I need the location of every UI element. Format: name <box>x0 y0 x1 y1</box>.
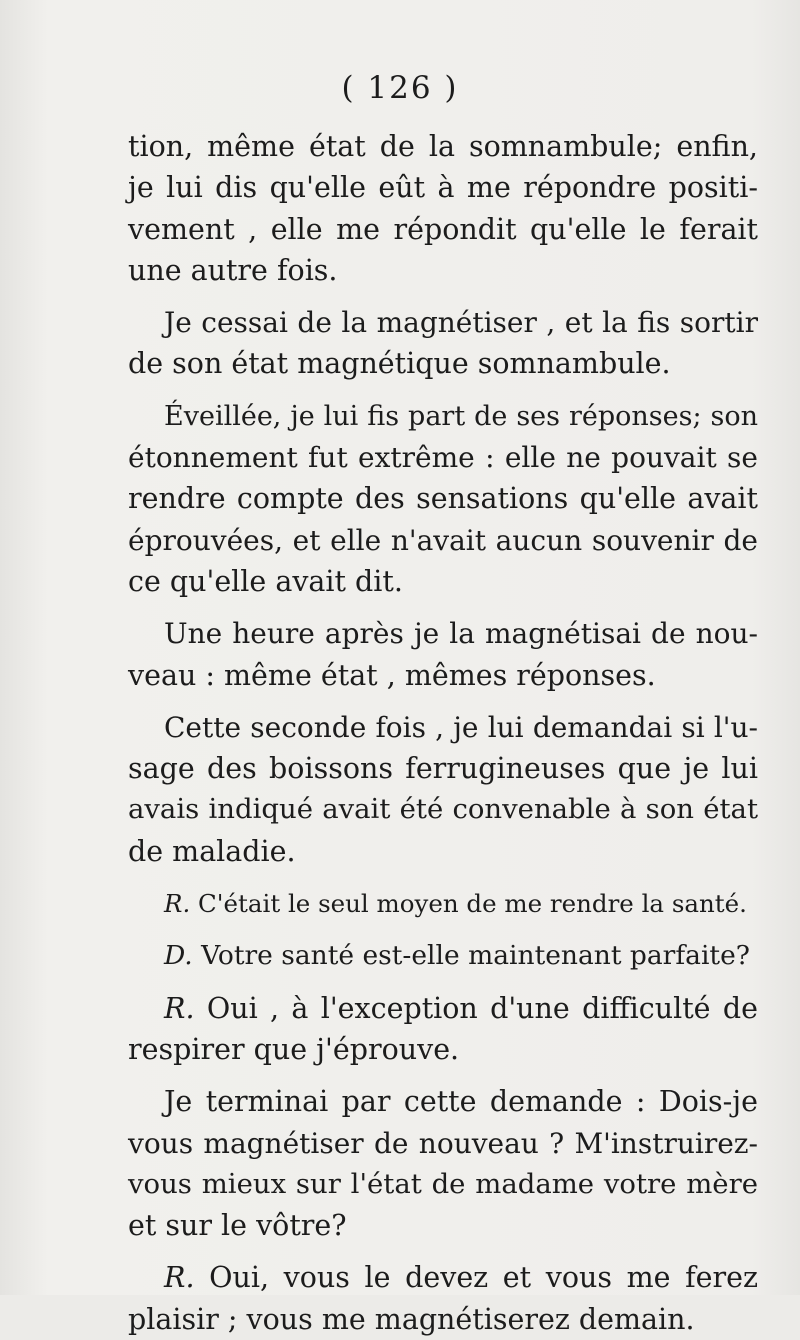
line-text: avais indiqué avait été convenable à son état <box>128 793 758 826</box>
text-line <box>128 789 758 830</box>
text-line <box>128 250 758 291</box>
text-line <box>128 935 758 976</box>
line-text: de maladie. <box>128 834 296 868</box>
line-text: tion, même état de la somnambule; enfin, <box>128 130 758 163</box>
line-text: Une heure après je la magnétisai de nou- <box>164 617 758 651</box>
paragraph-gap <box>128 602 758 613</box>
paragraph-gap <box>128 385 758 396</box>
line-text: sage des boissons ferrugineuses que je lui <box>128 752 758 786</box>
text-line <box>128 988 758 1029</box>
line-text: je lui dis qu'elle eût à me répondre positi- <box>128 171 758 205</box>
text-line <box>128 1123 758 1164</box>
paragraph-gap <box>128 696 758 707</box>
line-text: Cette seconde fois , je lui demandai si l'u- <box>164 710 758 744</box>
paragraph <box>128 302 758 385</box>
line-text: vous magnétiser de nouveau ? M'instruirez- <box>128 1126 758 1160</box>
speaker-label: R. <box>164 991 195 1025</box>
line-text: Je terminai par cette demande : Dois-je <box>164 1085 758 1119</box>
page-number: ( 126 ) <box>341 70 459 106</box>
line-text: C'était le seul moyen de me rendre la santé. <box>198 889 747 919</box>
paragraph <box>128 988 758 1071</box>
text-line <box>128 1257 758 1298</box>
paragraph-gap <box>128 1070 758 1081</box>
paragraph <box>128 126 758 291</box>
line-text: une autre fois. <box>128 253 338 287</box>
text-line <box>128 1029 758 1070</box>
text-line <box>128 1205 758 1246</box>
text-line <box>128 613 758 654</box>
speaker-label: R. <box>164 1261 195 1295</box>
paragraph <box>128 1081 758 1246</box>
speaker-label: D. <box>164 940 193 972</box>
paragraph <box>128 883 758 924</box>
text-line <box>128 343 758 384</box>
text-line <box>128 561 758 602</box>
text-line <box>128 707 758 748</box>
paragraph-gap <box>128 924 758 935</box>
line-text: veau : même état , mêmes réponses. <box>128 658 656 692</box>
text-line <box>128 883 758 924</box>
text-line <box>128 1164 758 1205</box>
paragraph-gap <box>128 977 758 988</box>
paragraph <box>128 707 758 872</box>
text-line <box>128 520 758 561</box>
text-line <box>128 1081 758 1122</box>
line-text: éprouvées, et elle n'avait aucun souvenir de <box>128 523 758 557</box>
line-text: plaisir ; vous me magnétiserez demain. <box>128 1302 695 1336</box>
text-line <box>128 655 758 696</box>
line-text: vous mieux sur l'état de madame votre mère <box>128 1167 758 1200</box>
paragraph-gap <box>128 1246 758 1257</box>
line-text: respirer que j'éprouve. <box>128 1032 460 1066</box>
line-text: étonnement fut extrême : elle ne pouvait se <box>128 441 758 475</box>
text-line <box>128 396 758 437</box>
line-text: Oui , à l'exception d'une difficulté de <box>206 991 758 1025</box>
text-line <box>128 302 758 343</box>
line-text: et sur le vôtre? <box>128 1209 347 1243</box>
text-line <box>128 209 758 250</box>
paragraph-gap <box>128 872 758 883</box>
speaker-label: R. <box>164 889 191 919</box>
line-text: vement , elle me répondit qu'elle le ferait <box>128 212 758 246</box>
line-text: de son état magnétique somnambule. <box>128 347 671 381</box>
line-text: Je cessai de la magnétiser , et la fis sortir <box>164 306 758 340</box>
paragraph <box>128 1257 758 1340</box>
text-line <box>128 831 758 872</box>
text-line <box>128 167 758 208</box>
line-text: rendre compte des sensations qu'elle avait <box>128 482 758 516</box>
paragraph-gap <box>128 291 758 302</box>
text-line <box>128 126 758 167</box>
paragraph <box>128 935 758 976</box>
text-line <box>128 1299 758 1340</box>
paragraph <box>128 613 758 696</box>
text-line <box>128 437 758 478</box>
line-text: Éveillée, je lui fis part de ses réponses; son <box>164 400 758 432</box>
paragraph <box>128 396 758 602</box>
body-text <box>128 126 758 1340</box>
text-line <box>128 748 758 789</box>
line-text: Votre santé est-elle maintenant parfaite? <box>201 940 750 972</box>
line-text: Oui, vous le devez et vous me ferez <box>209 1261 759 1295</box>
text-line <box>128 478 758 519</box>
line-text: ce qu'elle avait dit. <box>128 564 403 598</box>
